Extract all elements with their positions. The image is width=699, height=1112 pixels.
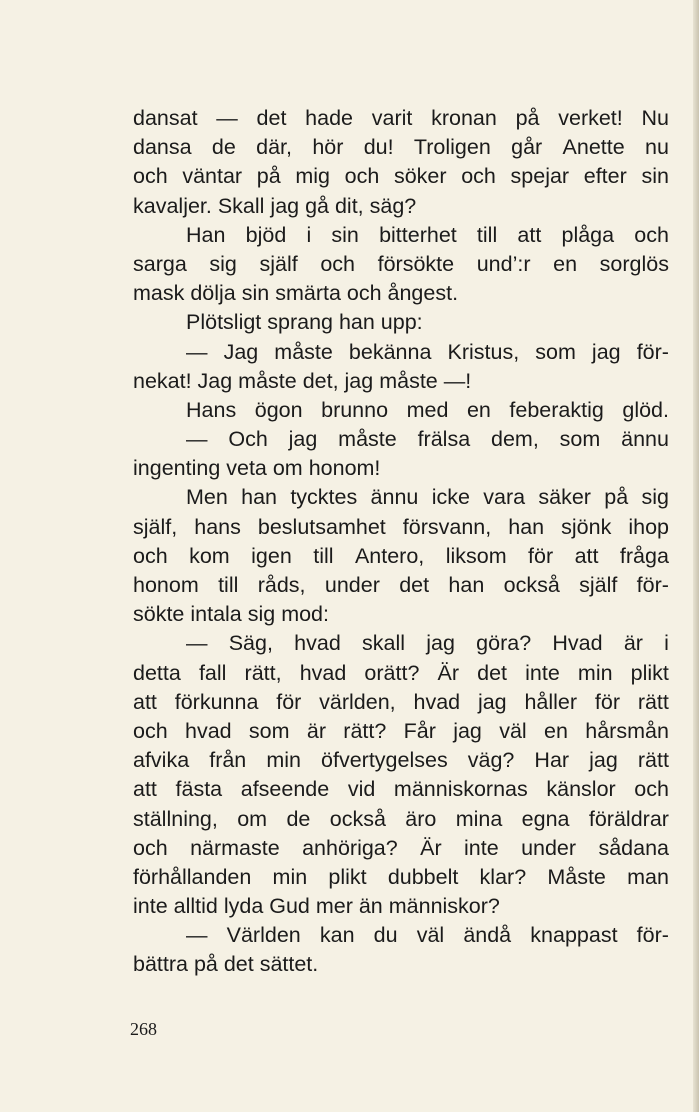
word: kan [319, 923, 355, 948]
page-number: 268 [130, 1019, 157, 1039]
word: säker [538, 485, 591, 510]
word: Anette [562, 135, 625, 160]
word: för- [636, 923, 669, 948]
word: råds, [257, 573, 306, 597]
word: knappast [530, 923, 618, 948]
word: och [133, 718, 168, 743]
text-line [133, 250, 669, 279]
word: för [276, 689, 302, 714]
word: världen, [319, 689, 396, 714]
word: hvad [299, 660, 347, 685]
word: försvann, [402, 514, 492, 539]
word: hvad [294, 631, 341, 656]
word: som [535, 339, 576, 364]
text-line [133, 688, 669, 717]
word: att [517, 222, 542, 247]
word: en [544, 718, 568, 743]
word: för- [636, 573, 669, 597]
word: öfvertygelses [321, 748, 448, 773]
word: und’:r [476, 251, 531, 276]
text-line: Plötsligt sprang han upp: [186, 310, 423, 335]
word: verket! [558, 106, 623, 130]
word: själf, [133, 514, 178, 539]
word: dansat [133, 106, 198, 130]
word: anhöriga? [302, 835, 398, 860]
word: i [306, 222, 312, 247]
word: efter [583, 164, 627, 189]
text-line [133, 104, 669, 133]
word: plikt [328, 864, 367, 889]
word: ännu [621, 427, 669, 452]
word: hade [305, 106, 353, 130]
word: icke [431, 485, 470, 510]
word: jag [477, 689, 507, 714]
word: feberaktig [509, 397, 604, 422]
word: med [406, 397, 449, 422]
word: i [664, 631, 669, 656]
word: jag [589, 748, 618, 773]
word: föräldrar [588, 806, 669, 831]
word: för [594, 689, 620, 714]
text-line [133, 863, 669, 892]
text-line [133, 834, 669, 863]
word: på [604, 485, 629, 510]
word: — [186, 339, 208, 364]
word: Kristus, [447, 339, 520, 364]
word: sarga [133, 251, 187, 276]
word: afseende [240, 777, 330, 802]
word: till [313, 543, 334, 568]
word: sorglös [599, 251, 669, 276]
text-line [133, 805, 669, 834]
word: min [266, 748, 301, 773]
word: är [306, 718, 326, 743]
word: Men [186, 485, 228, 510]
word: Troligen [413, 135, 491, 160]
body-text [133, 104, 669, 980]
word: Är [437, 660, 460, 685]
word: under [324, 573, 380, 597]
word: Han [186, 222, 226, 247]
word: inte [525, 660, 560, 685]
word: de [211, 135, 236, 160]
word: sin [331, 222, 359, 247]
word: på [515, 106, 540, 130]
word: och [320, 251, 356, 276]
word: Är [420, 835, 442, 860]
word: sig [209, 251, 237, 276]
word: sjönk [561, 514, 612, 539]
word: och [634, 222, 669, 247]
word: och [133, 835, 168, 860]
text-line [133, 221, 669, 250]
word: vid [347, 777, 376, 802]
word: inte [464, 835, 499, 860]
word: glöd. [622, 397, 669, 422]
word: det [477, 660, 508, 685]
word: själf [259, 251, 298, 276]
text-line: mask dölja sin smärta och ångest. [133, 281, 459, 306]
word: du [373, 923, 398, 948]
word: rätt, [244, 660, 282, 685]
text-line [133, 571, 669, 600]
text-line [133, 338, 669, 367]
word: rätt [637, 689, 669, 714]
word: om [237, 806, 268, 831]
word: dansa [133, 135, 192, 160]
word: Antero, [354, 543, 425, 568]
word: som [248, 718, 290, 743]
word: spejar [510, 164, 570, 189]
word: att [133, 689, 157, 714]
word: söker [393, 164, 447, 189]
word: liksom [445, 543, 507, 568]
word: och [133, 543, 168, 568]
word: ställning, [133, 806, 218, 831]
text-line [133, 746, 669, 775]
word: sådana [598, 835, 669, 860]
word: förhållanden [133, 864, 252, 889]
word: till [476, 222, 498, 247]
word: klar? [479, 864, 527, 889]
word: Och [228, 427, 268, 452]
text-line [133, 483, 669, 512]
word: till [218, 573, 239, 597]
word: han [508, 514, 545, 539]
word: människornas [393, 777, 528, 802]
word: för [528, 543, 554, 568]
word: dem, [491, 427, 539, 452]
text-line: nekat! Jag måste det, jag måste —! [133, 368, 472, 393]
word: — [186, 923, 208, 948]
word: detta [133, 660, 181, 685]
word: sin [641, 164, 669, 189]
word: väntar [182, 164, 243, 189]
word: det [256, 106, 287, 130]
word: rätt [637, 748, 669, 773]
word: de [286, 806, 311, 831]
word: ännu [370, 485, 419, 510]
word: på [256, 164, 281, 189]
word: och [461, 164, 496, 189]
text-line: ingenting veta om honom! [133, 456, 381, 481]
word: kronan [431, 106, 497, 130]
word: också [503, 573, 560, 597]
text-line [133, 717, 669, 746]
word: Världen [226, 923, 301, 948]
word: jag [288, 427, 318, 452]
text-line: kavaljer. Skall jag gå dit, säg? [133, 193, 417, 218]
word: beslutsamhet [257, 514, 386, 539]
word: och [344, 164, 380, 189]
word: plikt [630, 660, 669, 685]
text-line [133, 542, 669, 571]
word: fästa [175, 777, 223, 802]
word: håller [524, 689, 578, 714]
word: man [627, 864, 669, 889]
word: går [511, 135, 543, 160]
word: ihop [628, 514, 669, 539]
word: han [448, 573, 485, 597]
word: jag [426, 631, 455, 656]
word: — [186, 631, 208, 656]
word: Hvad [552, 631, 603, 656]
text-line [133, 775, 669, 804]
text-line: sökte intala sig mod: [133, 602, 329, 627]
word: Hans [186, 397, 237, 422]
word: som [559, 427, 601, 452]
word: jag [453, 718, 482, 743]
word: hvad [413, 689, 461, 714]
word: under [521, 835, 577, 860]
word: hårsmån [585, 718, 669, 743]
text-line [133, 425, 669, 454]
word: varit [371, 106, 413, 130]
word: en [553, 251, 578, 276]
text-line: inte alltid lyda Gud mer än människor? [133, 894, 500, 919]
word: bjöd [245, 222, 287, 247]
text-line [133, 629, 669, 658]
word: för- [636, 339, 669, 364]
word: hans [194, 514, 241, 539]
word: honom [133, 573, 199, 597]
word: Måste [547, 864, 606, 889]
word: Har [534, 748, 570, 773]
word: mina [455, 806, 503, 831]
text-line [133, 133, 669, 162]
word: att [574, 543, 599, 568]
word: egna [521, 806, 570, 831]
word: det [399, 573, 430, 597]
text-line: bättra på det sättet. [133, 952, 319, 977]
word: själf [579, 573, 618, 597]
word: väg? [467, 748, 515, 773]
word: hvad [184, 718, 232, 743]
word: väl [416, 923, 445, 948]
word: min [272, 864, 308, 889]
text-line [133, 396, 669, 425]
word: igen [251, 543, 292, 568]
word: nu [645, 135, 669, 160]
word: vara [483, 485, 526, 510]
word: min [577, 660, 613, 685]
word: jag [591, 339, 621, 364]
word: Jag [223, 339, 259, 364]
word: kom [189, 543, 230, 568]
word: dubbelt [387, 864, 459, 889]
word: brunno [321, 397, 389, 422]
word: ändå [463, 923, 512, 948]
word: väl [499, 718, 527, 743]
word: göra? [476, 631, 532, 656]
word: måste [274, 339, 333, 364]
word: plåga [561, 222, 615, 247]
word: Nu [641, 106, 669, 130]
word: Får [403, 718, 436, 743]
word: är [623, 631, 643, 656]
word: orätt? [364, 660, 420, 685]
text-line [133, 513, 669, 542]
word: känslor [546, 777, 616, 802]
word: afvika [133, 748, 190, 773]
word: fråga [619, 543, 669, 568]
word: en [466, 397, 491, 422]
word: Säg, [228, 631, 273, 656]
word: han [241, 485, 278, 510]
word: du! [363, 135, 394, 160]
word: — [186, 427, 208, 452]
text-line [133, 162, 669, 191]
word: rätt? [343, 718, 387, 743]
text-line [133, 659, 669, 688]
word: att [133, 777, 157, 802]
word: från [209, 748, 247, 773]
word: bitterhet [379, 222, 457, 247]
word: bekänna [348, 339, 432, 364]
word: närmaste [190, 835, 280, 860]
word: skall [362, 631, 406, 656]
word: måste [338, 427, 397, 452]
text-line [133, 921, 669, 950]
word: och [634, 777, 669, 802]
word: och [133, 164, 168, 189]
word: sig [641, 485, 669, 510]
word: hör [312, 135, 344, 160]
word: fall [198, 660, 227, 685]
page-edge [693, 0, 699, 1112]
word: mig [295, 164, 330, 189]
word: ögon [254, 397, 303, 422]
word: tycktes [290, 485, 358, 510]
word: försökte [377, 251, 455, 276]
word: — [216, 106, 238, 130]
word: äro [405, 806, 437, 831]
word: där, [256, 135, 293, 160]
word: frälsa [417, 427, 471, 452]
word: förkunna [174, 689, 259, 714]
word: också [329, 806, 386, 831]
